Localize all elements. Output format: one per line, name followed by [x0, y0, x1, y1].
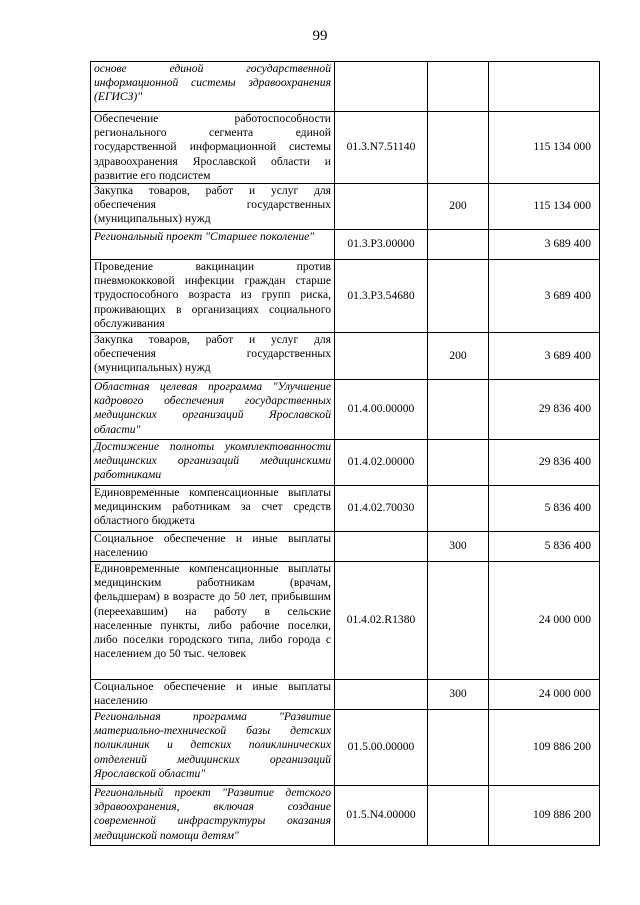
row-code — [335, 532, 428, 562]
row-code: 01.4.00.00000 — [335, 380, 428, 440]
table-row — [91, 380, 600, 440]
row-code: 01.4.02.00000 — [335, 440, 428, 486]
row-code: 01.4.02.70030 — [335, 486, 428, 532]
row-sum: 115 134 000 — [489, 184, 600, 230]
row-sum: 5 836 400 — [489, 486, 600, 532]
row-name: основе единой государственной информационной системы здравоохранения (ЕГИСЗ)" — [91, 62, 335, 112]
row-code — [335, 333, 428, 380]
row-sum: 29 836 400 — [489, 380, 600, 440]
row-name: Региональный проект "Развитие детского здравоохранения, включая создание современной инфраструктуры оказания медицинской помощи детям" — [91, 786, 335, 846]
row-expense-type — [428, 62, 489, 112]
row-expense-type — [428, 786, 489, 846]
table-row — [91, 230, 600, 260]
row-expense-type: 200 — [428, 184, 489, 230]
row-expense-type — [428, 562, 489, 680]
row-sum: 109 886 200 — [489, 710, 600, 786]
row-code: 01.3.N7.51140 — [335, 112, 428, 184]
row-name: Достижение полноты укомплектованности медицинских организаций медицинскими работниками — [91, 440, 335, 486]
row-code: 01.5.N4.00000 — [335, 786, 428, 846]
row-sum: 29 836 400 — [489, 440, 600, 486]
row-code: 01.5.00.00000 — [335, 710, 428, 786]
table-row — [91, 333, 600, 380]
row-sum: 3 689 400 — [489, 230, 600, 260]
row-name: Обеспечение работоспособности регионального сегмента единой государственной информационной системы здравоохранения Ярославской области и развитие его подсистем — [91, 112, 335, 184]
row-code: 01.4.02.R1380 — [335, 562, 428, 680]
row-name: Социальное обеспечение и иные выплаты населению — [91, 680, 335, 710]
table-row — [91, 562, 600, 680]
row-sum: 5 836 400 — [489, 532, 600, 562]
table-row — [91, 112, 600, 184]
row-name: Областная целевая программа "Улучшение кадрового обеспечения государственных медицинских организаций Ярославской области" — [91, 380, 335, 440]
row-sum: 3 689 400 — [489, 260, 600, 333]
row-code: 01.3.P3.54680 — [335, 260, 428, 333]
row-expense-type: 200 — [428, 333, 489, 380]
page-number: 99 — [312, 28, 328, 44]
row-name: Региональная программа "Развитие материально-технической базы детских поликлиник и детских поликлинических отделений медицинских организаций Ярославской области" — [91, 710, 335, 786]
row-name: Социальное обеспечение и иные выплаты населению — [91, 532, 335, 562]
row-expense-type — [428, 112, 489, 184]
row-code — [335, 184, 428, 230]
row-sum — [489, 62, 600, 112]
row-sum: 24 000 000 — [489, 680, 600, 710]
table-row — [91, 260, 600, 333]
row-expense-type: 300 — [428, 680, 489, 710]
row-sum: 109 886 200 — [489, 786, 600, 846]
row-name: Региональный проект "Старшее поколение" — [91, 230, 335, 260]
table-row — [91, 786, 600, 846]
row-code — [335, 62, 428, 112]
budget-table — [90, 61, 600, 846]
row-expense-type — [428, 260, 489, 333]
row-name: Закупка товаров, работ и услуг для обеспечения государственных (муниципальных) нужд — [91, 184, 335, 230]
row-expense-type — [428, 380, 489, 440]
row-sum: 24 000 000 — [489, 562, 600, 680]
table-row — [91, 440, 600, 486]
table-row — [91, 680, 600, 710]
row-expense-type — [428, 710, 489, 786]
row-expense-type — [428, 486, 489, 532]
row-name: Закупка товаров, работ и услуг для обеспечения государственных (муниципальных) нужд — [91, 333, 335, 380]
row-sum: 3 689 400 — [489, 333, 600, 380]
row-expense-type: 300 — [428, 532, 489, 562]
table-row — [91, 62, 600, 112]
row-code — [335, 680, 428, 710]
row-code: 01.3.P3.00000 — [335, 230, 428, 260]
table-row — [91, 184, 600, 230]
row-name: Проведение вакцинации против пневмококковой инфекции граждан старше трудоспособного возраста из групп риска, проживающих в организациях социального обслуживания — [91, 260, 335, 333]
row-expense-type — [428, 230, 489, 260]
row-expense-type — [428, 440, 489, 486]
row-name: Единовременные компенсационные выплаты медицинским работникам (врачам, фельдшерам) в возрасте до 50 лет, прибывшим (переехавшим) на работу в сельские населенные пункты, либо рабочие поселки, либо поселки городского типа, либо города с населением до 50 тыс. человек — [91, 562, 335, 680]
table-row — [91, 532, 600, 562]
table-row — [91, 486, 600, 532]
budget-table-body — [91, 62, 600, 846]
table-row — [91, 710, 600, 786]
row-name: Единовременные компенсационные выплаты медицинским работникам за счет средств областного бюджета — [91, 486, 335, 532]
row-sum: 115 134 000 — [489, 112, 600, 184]
